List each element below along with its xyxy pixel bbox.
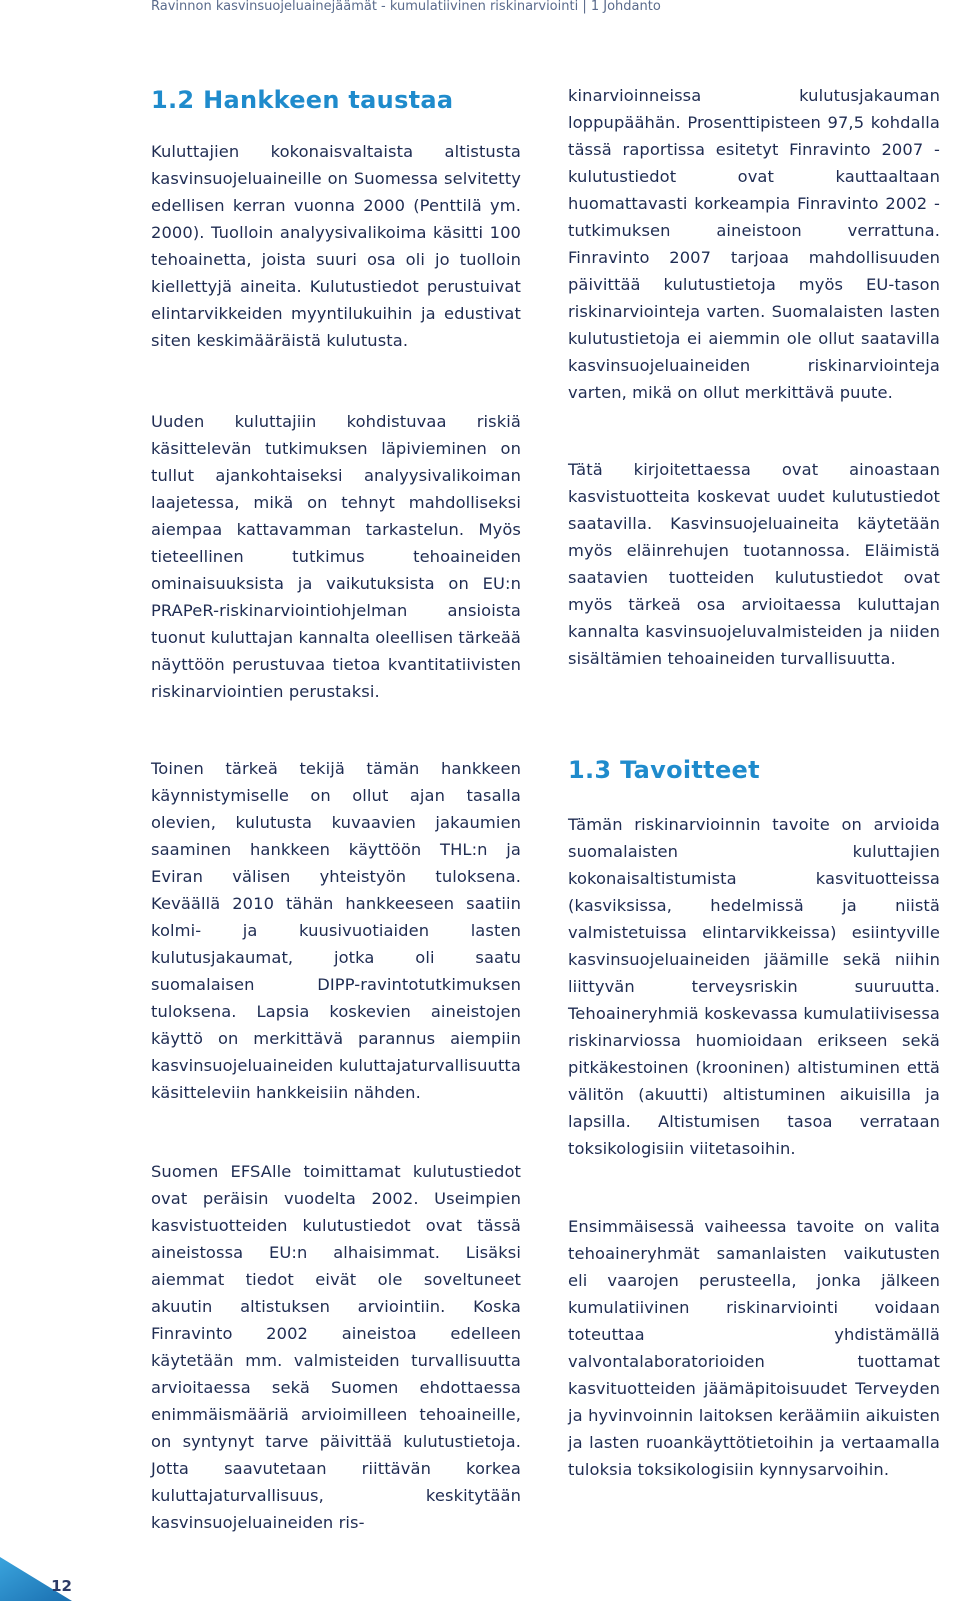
section-heading-1-3: 1.3 Tavoitteet xyxy=(568,756,760,784)
right-column xyxy=(568,0,940,1601)
paragraph-background-1: Kuluttajien kokonaisvaltaista altistusta kasvinsuojeluaineille on Suomessa selvitetty edellisen kerran vuonna 2000 (Penttilä ym. 2000). Tuolloin analyysivalikoima käsitti 100 tehoainetta, joista suuri osa oli jo tuolloin kiellettyjä aineita. Kulutustiedot perustuivat elintarvikkeiden myyntilukuihin ja edustivat siten keskimääräistä kulutusta. xyxy=(151,142,521,350)
section-heading-1-2: 1.2 Hankkeen taustaa xyxy=(151,86,454,114)
page-number: 12 xyxy=(51,1577,72,1595)
paragraph-background-5: kinarvioinneissa kulutusjakauman loppupäähän. Prosenttipisteen 97,5 kohdalla tässä raportissa esitetyt Finravinto 2007 -kulutustiedot ovat kauttaaltaan huomattavasti korkeampia Finravinto 2002 -tutkimuksen aineistoon verrattuna. Finravinto 2007 tarjoaa mahdollisuuden päivittää kulutustietoja myös EU-tason riskinarviointeja varten. Suomalaisten lasten kulutustietoja ei aiemmin ole ollut saatavilla kasvinsuojeluaineiden riskinarviointeja varten, mikä on ollut merkittävä puute. xyxy=(568,86,940,402)
paragraph-goals-2: Ensimmäisessä vaiheessa tavoite on valita tehoaineryhmät samanlaisten vaikutusten eli vaarojen perusteella, jonka jälkeen kumulatiivinen riskinarviointi voidaan toteuttaa yhdistämällä valvontalaboratorioiden tuottamat kasvituotteiden jäämäpitoisuudet Terveyden ja hyvinvoinnin laitoksen keräämiin aikuisten ja lasten ruoankäyttötietoihin ja vertaamalla tuloksia toksikologisiin kynnysarvoihin. xyxy=(568,1217,940,1479)
left-column xyxy=(151,0,521,1601)
paragraph-goals-1: Tämän riskinarvioinnin tavoite on arvioida suomalaisten kuluttajien kokonaisaltistumista kasvituotteissa (kasviksissa, hedelmissä ja niistä valmistetuissa elintarvikkeissa) esiintyville kasvinsuojeluaineiden jäämille sekä niihin liittyvän terveysriskin suuruutta. Tehoaineryhmiä koskevassa kumulatiivisessa riskinarviossa huomioidaan erikseen sekä pitkäkestoinen (krooninen) altistuminen että välitön (akuutti) altistuminen aikuisilla ja lapsilla. Altistumisen tasoa verrataan toksikologisiin viitetasoihin. xyxy=(568,815,940,1158)
paragraph-background-3: Toinen tärkeä tekijä tämän hankkeen käynnistymiselle on ollut ajan tasalla olevien, kulutusta kuvaavien jakaumien saaminen hankkeen käyttöön THL:n ja Eviran välisen yhteistyön tuloksena. Keväällä 2010 tähän hankkeeseen saatiin kolmi- ja kuusivuotiaiden lasten kulutusjakaumat, jotka oli saatu suomalaisen DIPP-ravintotutkimuksen tuloksena. Lapsia koskevien aineistojen käyttö on merkittävä parannus aiempiin kasvinsuojeluaineiden kuluttajaturvallisuutta käsitteleviin hankkeisiin nähden. xyxy=(151,759,521,1102)
running-header: Ravinnon kasvinsuojeluainejäämät - kumulatiivinen riskinarviointi | 1 Johdanto xyxy=(151,0,661,14)
paragraph-background-2: Uuden kuluttajiin kohdistuvaa riskiä käsittelevän tutkimuksen läpivieminen on tullut ajankohtaiseksi analyysivalikoiman laajetessa, mikä on tehnyt mahdolliseksi aiempaa kattavamman tarkastelun. Myös tieteellinen tutkimus tehoaineiden ominaisuuksista ja vaikutuksista on EU:n PRAPeR-riskinarviointiohjelman ansioista tuonut kuluttajan kannalta oleellisen tärkeää näyttöön perustuvaa tietoa kvantitatiivisten riskinarviointien perustaksi. xyxy=(151,412,521,701)
paragraph-background-4: Suomen EFSAlle toimittamat kulutustiedot ovat peräisin vuodelta 2002. Useimpien kasvistuotteiden kulutustiedot ovat tässä aineistossa EU:n alhaisimmat. Lisäksi aiemmat tiedot eivät ole soveltuneet akuutin altistuksen arviointiin. Koska Finravinto 2002 aineistoa edelleen käytetään mm. valmisteiden turvallisuutta arvioitaessa sekä Suomen ehdottaessa enimmäismääriä arvioimilleen tehoaineille, on syntynyt tarve päivittää kulutustietoja. Jotta saavutetaan riittävän korkea kuluttajaturvallisuus, keskitytään kasvinsuojeluaineiden ris- xyxy=(151,1162,521,1532)
paragraph-background-6: Tätä kirjoitettaessa ovat ainoastaan kasvistuotteita koskevat uudet kulutustiedot saatavilla. Kasvinsuojeluaineita käytetään myös eläinrehujen tuotannossa. Eläimistä saatavien tuotteiden kulutustiedot ovat myös tärkeä osa arvioitaessa kuluttajan kannalta kasvinsuojeluvalmisteiden ja niiden sisältämien tehoaineiden turvallisuutta. xyxy=(568,460,940,668)
